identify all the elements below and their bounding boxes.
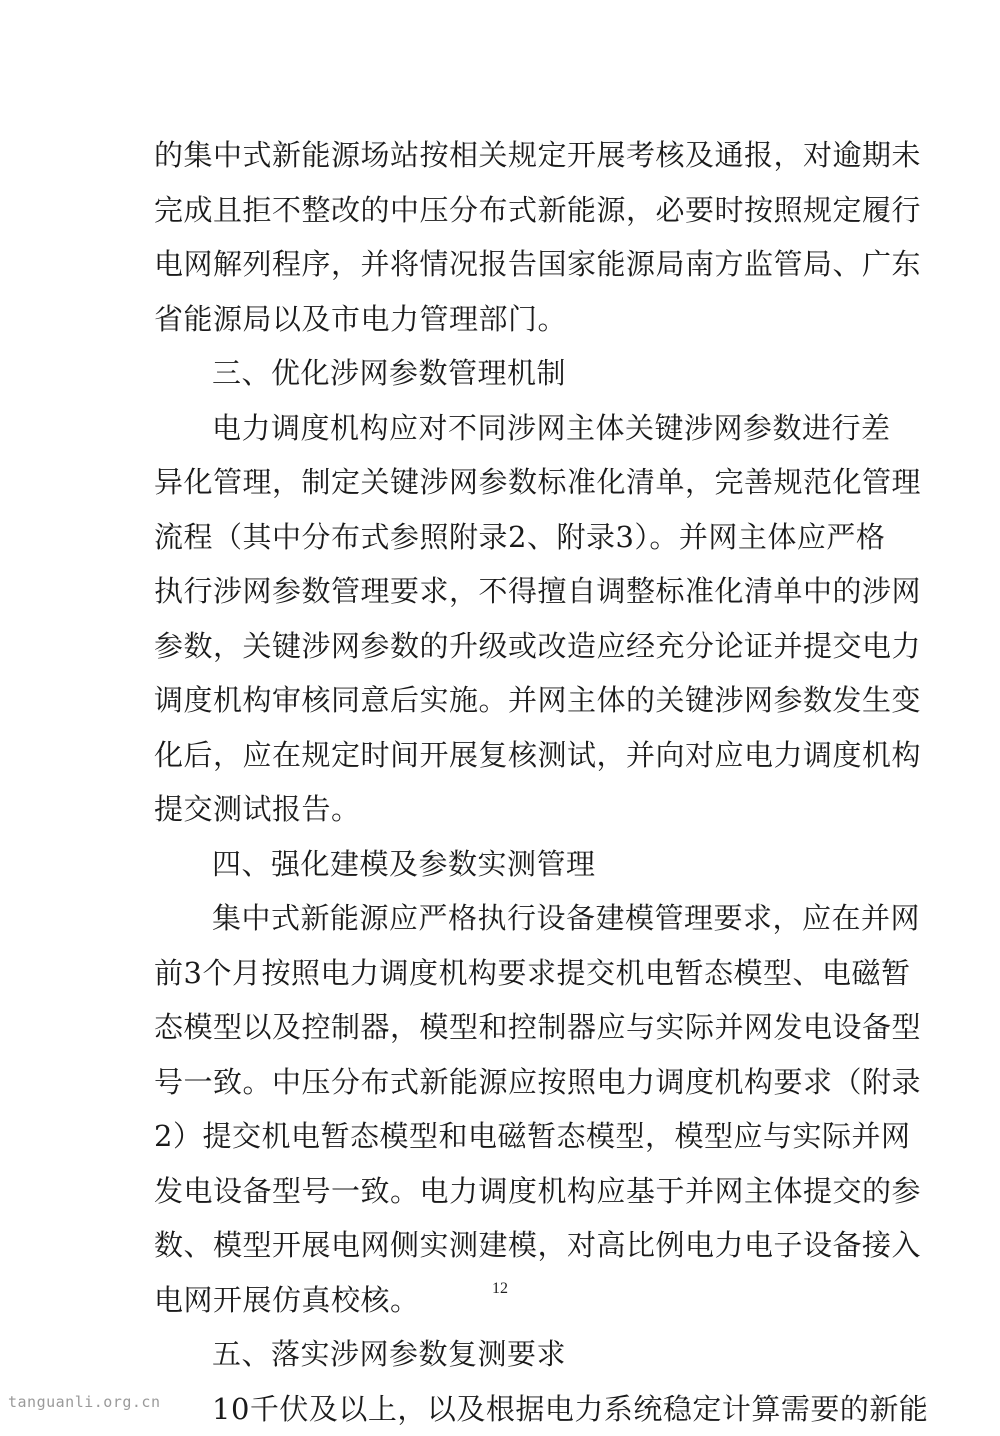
paragraph-line: 态模型以及控制器，模型和控制器应与实际并网发电设备型 xyxy=(154,1000,854,1055)
watermark-text: tanguanli.org.cn xyxy=(8,1393,161,1411)
paragraph-line: 电网开展仿真校核。 xyxy=(154,1273,854,1328)
paragraph-line: 完成且拒不整改的中压分布式新能源，必要时按照规定履行 xyxy=(154,183,854,238)
paragraph-line: 执行涉网参数管理要求，不得擅自调整标准化清单中的涉网 xyxy=(154,564,854,619)
paragraph-line: 异化管理，制定关键涉网参数标准化清单，完善规范化管理 xyxy=(154,455,854,510)
section-heading: 五、落实涉网参数复测要求 xyxy=(154,1327,854,1382)
page-number: 12 xyxy=(0,1280,1000,1298)
document-body xyxy=(154,128,854,1436)
paragraph-line: 前3个月按照电力调度机构要求提交机电暂态模型、电磁暂 xyxy=(154,946,854,1001)
section-heading: 三、优化涉网参数管理机制 xyxy=(154,346,854,401)
section-heading: 四、强化建模及参数实测管理 xyxy=(154,837,854,892)
paragraph-line: 化后，应在规定时间开展复核测试，并向对应电力调度机构 xyxy=(154,728,854,783)
paragraph-line: 电力调度机构应对不同涉网主体关键涉网参数进行差 xyxy=(154,401,854,456)
paragraph-line: 流程（其中分布式参照附录2、附录3）。并网主体应严格 xyxy=(154,510,854,565)
paragraph-line: 提交测试报告。 xyxy=(154,782,854,837)
paragraph-line: 发电设备型号一致。电力调度机构应基于并网主体提交的参 xyxy=(154,1164,854,1219)
paragraph-line: 号一致。中压分布式新能源应按照电力调度机构要求（附录 xyxy=(154,1055,854,1110)
paragraph-line: 调度机构审核同意后实施。并网主体的关键涉网参数发生变 xyxy=(154,673,854,728)
paragraph-line: 参数，关键涉网参数的升级或改造应经充分论证并提交电力 xyxy=(154,619,854,674)
paragraph-line: 的集中式新能源场站按相关规定开展考核及通报，对逾期未 xyxy=(154,128,854,183)
paragraph-line: 集中式新能源应严格执行设备建模管理要求，应在并网 xyxy=(154,891,854,946)
paragraph-line: 电网解列程序，并将情况报告国家能源局南方监管局、广东 xyxy=(154,237,854,292)
paragraph-line: 2）提交机电暂态模型和电磁暂态模型，模型应与实际并网 xyxy=(154,1109,854,1164)
paragraph-line: 省能源局以及市电力管理部门。 xyxy=(154,292,854,347)
paragraph-line: 10千伏及以上，以及根据电力系统稳定计算需要的新能 xyxy=(154,1382,854,1436)
paragraph-line: 数、模型开展电网侧实测建模，对高比例电力电子设备接入 xyxy=(154,1218,854,1273)
